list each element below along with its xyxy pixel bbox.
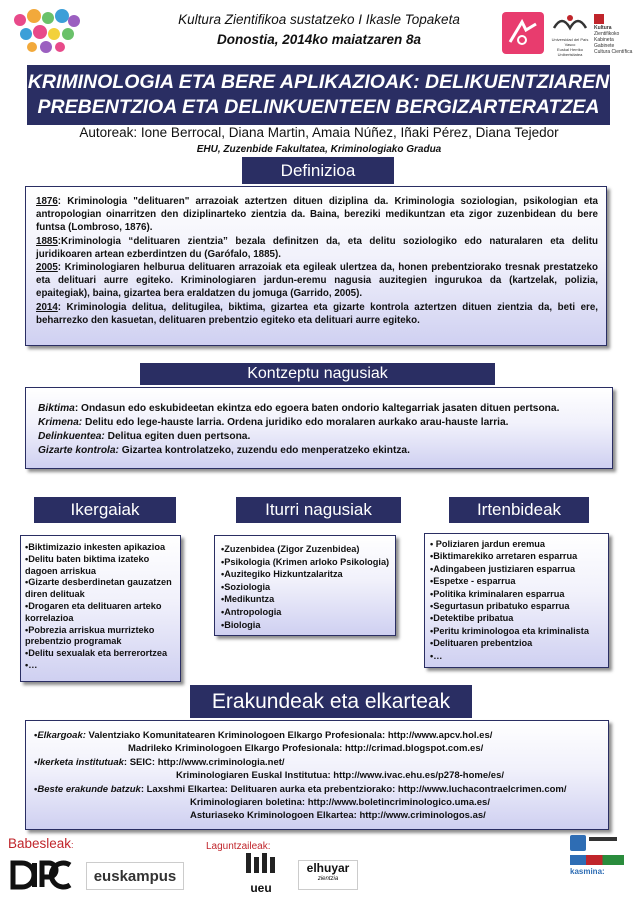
kultura-line1: Kultura [594,25,612,31]
irtenbideak-box [424,533,609,668]
ehu-text: Universidad del País Vasco Euskal Herriko Unibertsitatea [551,37,589,57]
ikergaia-item: •Pobrezia arriskua murrizteko prebentzio programak [25,624,155,647]
poster-title [27,65,610,125]
kultura-line4: Cultura Científica [594,49,633,55]
ikergaia-item: •Delitu sexualak eta berrerortzea [25,648,168,659]
section-header-kontzeptu [140,363,495,385]
definizioa-heading-text: Definizioa [280,160,356,180]
irtenbide-item: •Delituaren prebentzioa [430,638,533,649]
iturri-item: •Antropologia [221,606,282,617]
authors: Autoreak: Ione Berrocal, Diana Martin, Amaia Núñez, Iñaki Pérez, Diana Tejedor [79,125,559,140]
section-header-erakundeak [190,685,472,718]
iturri-item: •Medikuntza [221,594,275,605]
irtenbide-item: •Biktimarekiko arretaren esparrua [430,551,578,562]
ikergaia-item: •Drogaren eta delituaren arteko korrelazioa [25,600,162,623]
irtenbide-item: •Espetxe - esparrua [430,576,516,587]
concept-delinkuentea: Delinkuentea: Delitua egiten duen pertsona. [38,431,251,442]
conference-name: Kultura Zientifikoa sustatzeko I Ikasle Topaketa [178,12,460,27]
iturri-box [214,535,396,636]
title-line-2: PREBENTZIOA ETA DELINKUENTEEN BERGIZARTERATZEA [37,96,600,118]
ikergaia-item: •Biktimizazio inkesten apikazioa [25,542,166,552]
concept-biktima: Biktima: Ondasun edo eskubideetan ekintza edo egoera baten ondorio kaltegarriak jasaten dituen pertsona. [38,403,560,414]
irtenbide-item: •Adingabeen justiziaren esparrua [430,563,576,574]
beste-row: •Beste erakunde batzuk: Laxshmi Elkartea: Delituaren aurka eta prebentziorako: http://www.luchacontraelcrimen.com/ [34,783,567,795]
irtenbide-item: •Segurtasun pribatuko esparrua [430,601,570,612]
erakundeak-heading-text: Erakundeak eta elkarteak [211,689,451,713]
beste-row-2: Kriminologiaren boletina: http://www.boletincriminologico.uma.es/ [190,797,490,809]
conference-date: Donostia, 2014ko maiatzaren 8a [216,32,422,47]
def-2nd-2014: 2014: Kriminologia delitua, delitugilea, biktima, gizartea eta gizarte kontrola aztertzen dituen zientzia da, beti ere, beharrezko den kasuetan, delituaren prebentzio egiteko eta delituari aurre egiteko. [36,301,598,326]
ikerketa-row: •Ikerketa institutuak: SEIC: http://www.criminologia.net/ [34,756,285,768]
ikergaiak-heading-text: Ikergaiak [70,500,140,519]
section-header-iturri [236,497,401,523]
elkargoak-row-2: Madrileko Kriminologoen Elkargo Profesionala: http://crimad.blogspot.com.es/ [128,743,484,755]
irtenbide-item: •Politika kriminalaren esparrua [430,588,565,599]
faculty: EHU, Zuzenbide Fakultatea, Kriminologiako Gradua [196,144,442,155]
babesleak-label: Babesleak: [8,836,74,851]
erakundeak-box [25,720,609,830]
ehu-logo [548,12,592,57]
iturri-item: •Soziologia [221,581,271,592]
dipc-logo [10,858,72,892]
title-line-1: KRIMINOLOGIA ETA BERE APLIKAZIOAK: DELIKUENTZIAREN [27,71,610,93]
iturri-item: •Zuzenbidea (Zigor Zuzenbidea) [221,544,360,554]
kasmina-text: kasmina: [570,867,605,876]
top-right-pink-logo [502,12,544,54]
iturri-heading-text: Iturri nagusiak [265,500,372,519]
concept-krimena: Krimena: Delitu edo lege-hauste larria. Ordena juridiko edo moralaren aurkako arau-hauste larria. [38,417,509,428]
def-2nd-1876: 1876: Kriminologia "delituaren" arrazoiak aztertzen dituen diziplina da. Kriminologia soziologian, psikologian eta antropologian oinarritzen den diziplinarteko zientzia da. Baina, bereziki medikuntzan eta zigor zuzenbidean du bere funtsa (Lombroso, 1876). [36,196,598,234]
irtenbide-item: • Poliziaren jardun eremua [430,539,546,549]
ikergaia-item: •… [25,659,38,670]
elhuyar-subtext: zientzia [317,876,339,882]
kontzeptu-box [25,387,613,469]
iturri-item: •Psikologia (Krimen arloko Psikologia) [221,556,390,567]
euskampus-logo: euskampus [86,862,184,890]
beste-row-3: Asturiaseko Kriminologoen Elkartea: http://www.criminologos.as/ [190,810,486,822]
ikergaiak-box [20,535,181,682]
concept-gizarte-kontrola: Gizarte kontrola: Gizartea kontrolatzeko, zuzendu edo menperatzeko ekintza. [38,445,410,456]
irtenbide-item: •… [430,650,443,661]
ueu-logo [241,851,281,899]
def-2nd-2005: 2005: Kriminologiaren helburua delituaren arrazoiak eta egileak ulertzea da, honen prebentziorako tresnak prestatzeko eta delituari aurre egiteko. Kriminologiaren jardun-eremu nagusia auzitegien ingurukoa da (kartzelak, polizia, epaitegiak), baina, gizartea bera eraldatzen du jomuga (Garrido, 2005). [36,262,598,300]
iturri-item: •Biologia [221,619,261,630]
elhuyar-logo [298,860,358,890]
def-2nd-1885: 1885:Kriminologia “delituaren zientzia” bezala definitzen da, eta delitu soziologiko edo naturalaren eta delitu juridikoaren artean ezberdintzen du (Garófalo, 1885). [36,235,598,260]
ueu-text: ueu [250,881,272,895]
irtenbide-item: •Peritu kriminologoa eta kriminalista [430,625,589,636]
elhuyar-text: elhuyar [306,861,350,875]
kontzeptu-heading-text: Kontzeptu nagusiak [247,365,388,382]
section-header-ikergaiak [34,497,176,523]
kultura-kabineta-logo [594,14,636,54]
definizioa-box [25,186,607,346]
elkargoak-row: •Elkargoak: Valentziako Komunitatearen Kriminologoen Elkargo Profesionala: http://www.apcv.hol.es/ [34,730,493,741]
irtenbide-item: •Detektibe pribatua [430,613,514,624]
kultura-line3: Gabinete [594,43,615,49]
section-header-definizioa [242,157,394,184]
laguntzaileak-label: Laguntzaileak: [206,841,271,852]
ikergaia-item: •Gizarte desberdinetan gauzatzen diren delituak [25,577,172,600]
kultura-line2: Zientifikoko Kabineta [594,31,620,43]
ikergaia-item: •Delitu baten biktima izateko dagoen arriskua [25,553,150,576]
irtenbideak-heading-text: Irtenbideak [476,500,562,519]
section-header-irtenbideak [449,497,589,523]
ikerketa-row-2: Kriminologiaren Euskal Institutua: http://www.ivac.ehu.es/p278-home/es/ [176,770,504,782]
gipuzkoa-logo [570,835,630,897]
iturri-item: •Auzitegiko Hizkuntzalaritza [221,569,343,580]
